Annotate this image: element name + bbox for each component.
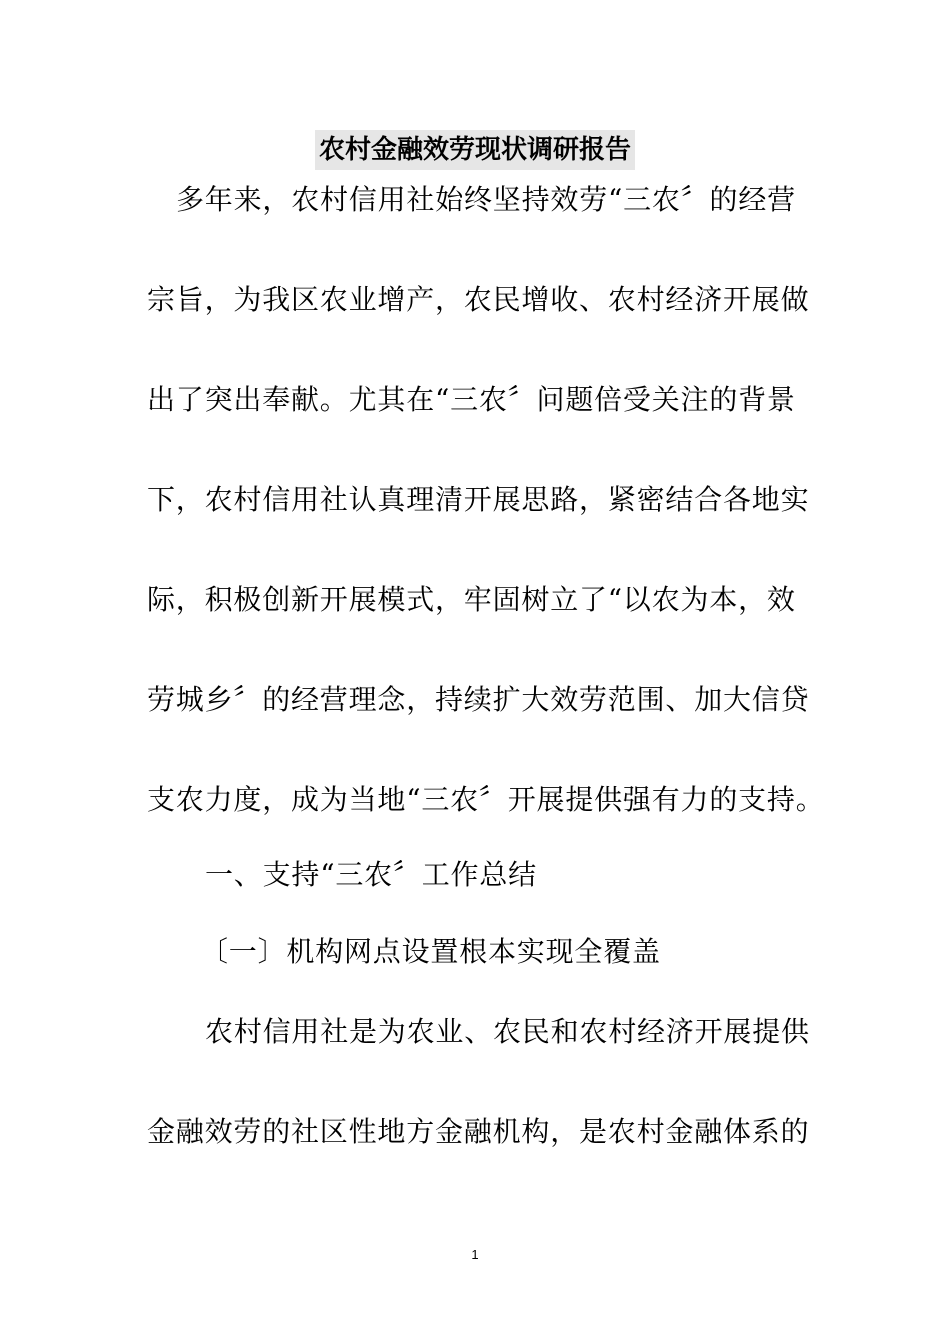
paragraph-line: 金融效劳的社区性地方金融机构，是农村金融体系的 (147, 1115, 810, 1148)
page-number: 1 (471, 1247, 479, 1262)
paragraph-line: 支农力度，成为当地“三农〞开展提供强有力的支持。 (147, 783, 825, 816)
section-heading: 一、支持“三农〞工作总结 (205, 858, 537, 891)
paragraph-line: 宗旨，为我区农业增产，农民增收、农村经济开展做 (147, 283, 810, 316)
paragraph-line: 出了突出奉献。尤其在“三农〞问题倍受关注的背景 (147, 383, 796, 416)
paragraph-line: 下，农村信用社认真理清开展思路，紧密结合各地实 (147, 483, 810, 516)
document-title: 农村金融效劳现状调研报告 (315, 130, 635, 170)
paragraph-line: 农村信用社是为农业、农民和农村经济开展提供 (205, 1015, 810, 1048)
subsection-heading: 〔一〕机构网点设置根本实现全覆盖 (200, 935, 661, 968)
title-container (0, 130, 950, 170)
paragraph-line: 际，积极创新开展模式，牢固树立了“以农为本，效 (147, 583, 796, 616)
paragraph-line: 劳城乡〞的经营理念，持续扩大效劳范围、加大信贷 (147, 683, 810, 716)
paragraph-line: 多年来，农村信用社始终坚持效劳“三农〞的经营 (176, 183, 796, 216)
